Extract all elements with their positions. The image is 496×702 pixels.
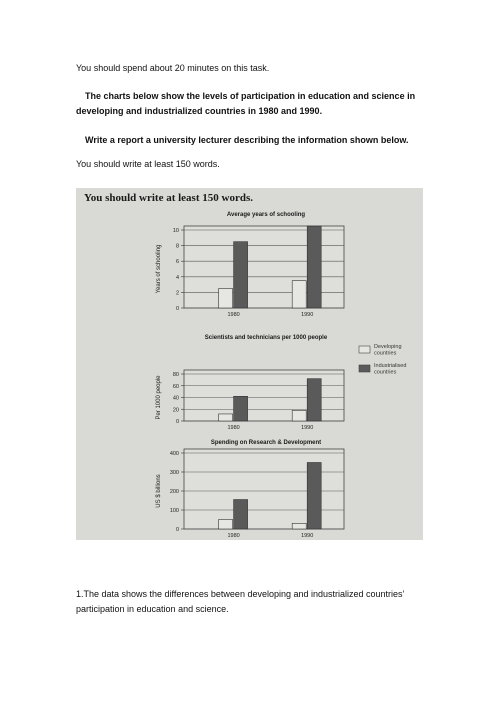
chart-1-y-tick-label: 8	[175, 243, 179, 250]
chart-2-bar-developing-1990	[292, 410, 306, 421]
legend-swatch-industrialised	[359, 365, 370, 372]
chart-2-bar-industrialised-1980	[234, 396, 248, 421]
chart-3-x-tick-label: 1980	[227, 533, 240, 539]
chart-3-y-axis-label: US $ billions	[156, 474, 162, 508]
chart-2-x-tick-label: 1980	[227, 425, 240, 431]
chart-2-y-tick-label: 40	[172, 395, 179, 402]
legend-label-developing: Developing countries	[374, 344, 404, 357]
time-instruction: You should spend about 20 minutes on this task.	[76, 63, 270, 73]
chart-1-x-tick-label: 1980	[227, 312, 240, 318]
chart-3-y-tick-label: 100	[169, 508, 179, 514]
chart-3-x-tick-label: 1990	[301, 533, 314, 539]
figure-title: You should write at least 150 words.	[84, 192, 253, 204]
chart-1-bar-industrialised-1980	[234, 242, 248, 308]
chart-3-bar-industrialised-1980	[234, 500, 248, 529]
charts-svg	[76, 188, 423, 540]
task-instruction: Write a report a university lecturer describing the information shown below.	[85, 135, 409, 145]
chart-1-x-tick-label: 1990	[301, 312, 314, 318]
chart-1-bar-developing-1990	[292, 281, 306, 308]
chart-2-y-tick-label: 0	[175, 419, 179, 425]
chart-3-y-tick-label: 400	[169, 451, 179, 457]
chart-1-bar-industrialised-1990	[307, 226, 321, 308]
legend-swatch-developing	[359, 346, 370, 353]
chart-2-bar-developing-1980	[219, 414, 233, 421]
chart-3-title: Spending on Research & Development	[210, 440, 322, 446]
chart-2-y-axis-label: Per 1000 people	[156, 375, 162, 420]
chart-3-y-tick-label: 200	[169, 489, 179, 495]
answer-text: 1.The data shows the differences between developing and industrialized countries’ participation in education and science.	[76, 589, 405, 614]
chart-2-y-tick-label: 60	[172, 383, 179, 390]
chart-2-y-tick-label: 80	[172, 372, 179, 378]
legend-label-industrialised: Industrialised countries	[374, 363, 408, 376]
word-count-instruction: You should write at least 150 words.	[76, 159, 220, 169]
chart-3-bar-developing-1980	[219, 520, 233, 530]
chart-3-y-tick-label: 0	[175, 527, 179, 533]
chart-3-bar-industrialised-1990	[307, 463, 321, 530]
chart-1-title: Average years of schooling	[226, 212, 306, 218]
chart-2-x-tick-label: 1990	[301, 425, 314, 431]
chart-figure	[76, 188, 423, 540]
chart-1-y-axis-label: Years of schooling	[156, 244, 162, 294]
chart-2-y-tick-label: 20	[172, 407, 179, 414]
chart-2-bar-industrialised-1990	[307, 379, 321, 421]
chart-1-y-tick-label: 10	[172, 228, 179, 234]
chart-1-y-tick-label: 4	[175, 274, 179, 281]
task-prompt: The charts below show the levels of participation in education and science in developing and industrialized countries in 1980 and 1990.	[76, 91, 416, 116]
chart-1-bar-developing-1980	[219, 289, 233, 309]
chart-1-y-tick-label: 0	[175, 306, 179, 312]
chart-2-title: Scientists and technicians per 1000 people	[204, 335, 328, 341]
chart-3-bar-developing-1990	[292, 523, 306, 529]
chart-1-y-tick-label: 2	[175, 290, 179, 297]
chart-3-y-tick-label: 300	[169, 470, 179, 476]
chart-1-y-tick-label: 6	[175, 259, 179, 266]
